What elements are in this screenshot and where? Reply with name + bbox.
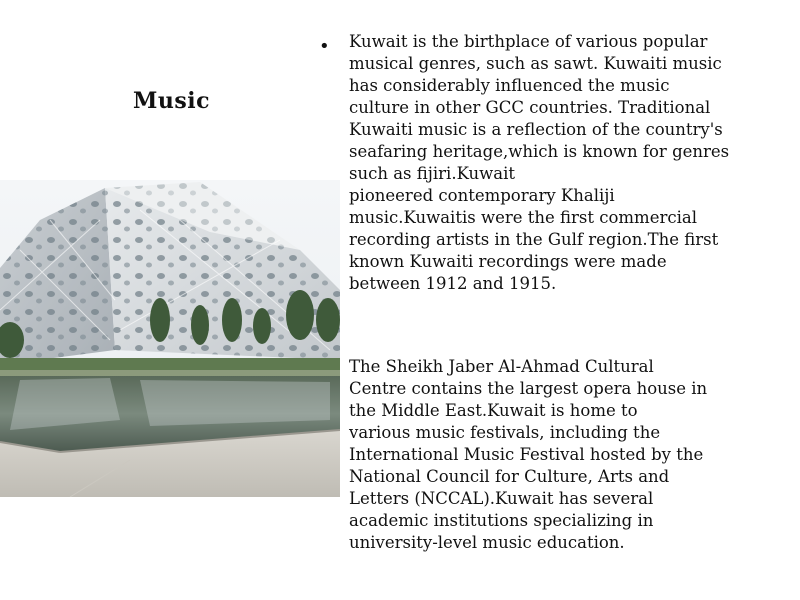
bullet-marker: • xyxy=(319,36,330,57)
text-line: university-level music education. xyxy=(349,533,625,552)
text-line: Kuwait is the birthplace of various popular xyxy=(349,32,708,51)
text-line: musical genres, such as sawt. Kuwaiti music xyxy=(349,54,722,73)
text-line: has considerably influenced the music xyxy=(349,76,670,95)
text-line: various music festivals, including the xyxy=(349,423,661,442)
text-line: academic institutions specializing in xyxy=(349,511,654,530)
text-line: such as fijiri.Kuwait xyxy=(349,164,516,183)
slide-title: Music xyxy=(133,88,210,114)
text-line: Letters (NCCAL).Kuwait has several xyxy=(349,489,654,508)
text-line: The Sheikh Jaber Al-Ahmad Cultural xyxy=(349,357,654,376)
text-line: culture in other GCC countries. Traditional xyxy=(349,98,711,117)
text-line: recording artists in the Gulf region.The first xyxy=(349,230,719,249)
text-line: pioneered contemporary Khaliji xyxy=(349,186,615,205)
paragraph-music-history xyxy=(349,31,769,295)
text-line: National Council for Culture, Arts and xyxy=(349,467,670,486)
text-line: music.Kuwaitis were the first commercial xyxy=(349,208,697,227)
cultural-centre-photo xyxy=(0,180,340,497)
text-line: the Middle East.Kuwait is home to xyxy=(349,401,638,420)
text-line: Centre contains the largest opera house in xyxy=(349,379,708,398)
text-line: known Kuwaiti recordings were made xyxy=(349,252,667,271)
text-line: International Music Festival hosted by the xyxy=(349,445,704,464)
text-line: Kuwaiti music is a reflection of the country's xyxy=(349,120,723,139)
text-line: between 1912 and 1915. xyxy=(349,274,557,293)
paragraph-cultural-centre xyxy=(349,356,769,554)
text-line: seafaring heritage,which is known for genres xyxy=(349,142,730,161)
